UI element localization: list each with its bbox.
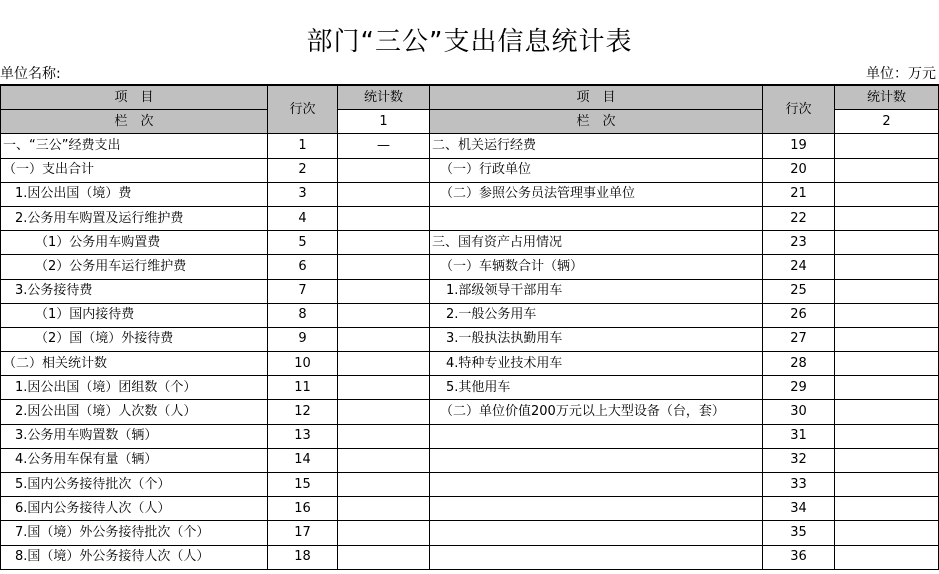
header-stat-no-right: 2 bbox=[835, 110, 939, 134]
right-row-number: 24 bbox=[763, 255, 835, 279]
left-row-number: 3 bbox=[268, 182, 338, 206]
right-item-label: 2.一般公务用车 bbox=[430, 303, 763, 327]
left-item-label: （2）公务用车运行维护费 bbox=[1, 255, 268, 279]
statistics-table bbox=[0, 84, 939, 570]
left-stat-cell[interactable]: — bbox=[338, 134, 430, 158]
left-item-label: （1）公务用车购置费 bbox=[1, 231, 268, 255]
left-item-label: （一）支出合计 bbox=[1, 158, 268, 182]
left-row-number: 2 bbox=[268, 158, 338, 182]
right-stat-cell[interactable] bbox=[835, 134, 939, 158]
right-row-number: 22 bbox=[763, 206, 835, 230]
right-item-label: （一）车辆数合计（辆） bbox=[430, 255, 763, 279]
left-item-label: 3.公务接待费 bbox=[1, 279, 268, 303]
left-row-number: 7 bbox=[268, 279, 338, 303]
left-row-number: 15 bbox=[268, 473, 338, 497]
left-row-number: 11 bbox=[268, 376, 338, 400]
left-stat-cell[interactable] bbox=[338, 279, 430, 303]
left-item-label: 1.因公出国（境）费 bbox=[1, 182, 268, 206]
table-row bbox=[1, 255, 939, 279]
table-row bbox=[1, 376, 939, 400]
left-row-number: 8 bbox=[268, 303, 338, 327]
right-row-number: 26 bbox=[763, 303, 835, 327]
right-stat-cell[interactable] bbox=[835, 255, 939, 279]
right-item-label: 1.部级领导干部用车 bbox=[430, 279, 763, 303]
right-stat-cell[interactable] bbox=[835, 473, 939, 497]
right-stat-cell[interactable] bbox=[835, 327, 939, 351]
table-row bbox=[1, 231, 939, 255]
left-row-number: 16 bbox=[268, 497, 338, 521]
right-item-label: 三、国有资产占用情况 bbox=[430, 231, 763, 255]
left-row-number: 4 bbox=[268, 206, 338, 230]
right-row-number: 23 bbox=[763, 231, 835, 255]
left-row-number: 10 bbox=[268, 352, 338, 376]
left-stat-cell[interactable] bbox=[338, 400, 430, 424]
unit-label: 单位：万元 bbox=[866, 66, 936, 82]
table-row bbox=[1, 279, 939, 303]
left-row-number: 14 bbox=[268, 448, 338, 472]
left-item-label: 2.因公出国（境）人次数（人） bbox=[1, 400, 268, 424]
left-stat-cell[interactable] bbox=[338, 352, 430, 376]
right-item-label bbox=[430, 545, 763, 569]
header-col-sub-left: 栏 次 bbox=[1, 110, 268, 134]
left-item-label: （1）国内接待费 bbox=[1, 303, 268, 327]
right-row-number: 27 bbox=[763, 327, 835, 351]
table-row bbox=[1, 206, 939, 230]
left-item-label: 6.国内公务接待人次（人） bbox=[1, 497, 268, 521]
left-row-number: 1 bbox=[268, 134, 338, 158]
right-stat-cell[interactable] bbox=[835, 303, 939, 327]
left-stat-cell[interactable] bbox=[338, 545, 430, 569]
left-stat-cell[interactable] bbox=[338, 473, 430, 497]
page-title: 部门“三公”支出信息统计表 bbox=[306, 27, 633, 57]
left-stat-cell[interactable] bbox=[338, 182, 430, 206]
right-row-number: 33 bbox=[763, 473, 835, 497]
table-row bbox=[1, 400, 939, 424]
right-stat-cell[interactable] bbox=[835, 206, 939, 230]
left-row-number: 13 bbox=[268, 424, 338, 448]
left-row-number: 18 bbox=[268, 545, 338, 569]
right-stat-cell[interactable] bbox=[835, 521, 939, 545]
header-row-1 bbox=[1, 85, 939, 110]
left-item-label: 2.公务用车购置及运行维护费 bbox=[1, 206, 268, 230]
right-item-label bbox=[430, 521, 763, 545]
table-row bbox=[1, 303, 939, 327]
left-stat-cell[interactable] bbox=[338, 424, 430, 448]
left-item-label: 8.国（境）外公务接待人次（人） bbox=[1, 545, 268, 569]
table-row bbox=[1, 158, 939, 182]
right-stat-cell[interactable] bbox=[835, 376, 939, 400]
table-row bbox=[1, 327, 939, 351]
right-stat-cell[interactable] bbox=[835, 231, 939, 255]
right-stat-cell[interactable] bbox=[835, 158, 939, 182]
table-row bbox=[1, 545, 939, 569]
right-row-number: 34 bbox=[763, 497, 835, 521]
header-item-left: 项 目 bbox=[1, 85, 268, 110]
right-item-label bbox=[430, 473, 763, 497]
left-stat-cell[interactable] bbox=[338, 376, 430, 400]
right-row-number: 19 bbox=[763, 134, 835, 158]
left-item-label: （二）相关统计数 bbox=[1, 352, 268, 376]
left-stat-cell[interactable] bbox=[338, 521, 430, 545]
right-item-label bbox=[430, 448, 763, 472]
right-item-label: （一）行政单位 bbox=[430, 158, 763, 182]
left-row-number: 9 bbox=[268, 327, 338, 351]
right-row-number: 21 bbox=[763, 182, 835, 206]
unit-name-label: 单位名称: bbox=[0, 66, 61, 82]
right-row-number: 30 bbox=[763, 400, 835, 424]
right-row-number: 28 bbox=[763, 352, 835, 376]
left-stat-cell[interactable] bbox=[338, 158, 430, 182]
left-row-number: 17 bbox=[268, 521, 338, 545]
right-stat-cell[interactable] bbox=[835, 352, 939, 376]
left-row-number: 6 bbox=[268, 255, 338, 279]
left-item-label: 5.国内公务接待批次（个） bbox=[1, 473, 268, 497]
right-item-label: 二、机关运行经费 bbox=[430, 134, 763, 158]
right-stat-cell[interactable] bbox=[835, 448, 939, 472]
table-row bbox=[1, 352, 939, 376]
right-item-label: （二）参照公务员法管理事业单位 bbox=[430, 182, 763, 206]
right-stat-cell[interactable] bbox=[835, 182, 939, 206]
left-row-number: 5 bbox=[268, 231, 338, 255]
right-item-label bbox=[430, 206, 763, 230]
right-stat-cell[interactable] bbox=[835, 279, 939, 303]
table-row bbox=[1, 448, 939, 472]
table-row bbox=[1, 497, 939, 521]
right-row-number: 36 bbox=[763, 545, 835, 569]
left-stat-cell[interactable] bbox=[338, 327, 430, 351]
right-item-label bbox=[430, 424, 763, 448]
right-row-number: 31 bbox=[763, 424, 835, 448]
right-row-number: 35 bbox=[763, 521, 835, 545]
right-row-number: 20 bbox=[763, 158, 835, 182]
right-item-label: 5.其他用车 bbox=[430, 376, 763, 400]
right-row-number: 29 bbox=[763, 376, 835, 400]
right-item-label: 4.特种专业技术用车 bbox=[430, 352, 763, 376]
right-row-number: 32 bbox=[763, 448, 835, 472]
header-item-right: 项 目 bbox=[430, 85, 763, 110]
left-stat-cell[interactable] bbox=[338, 497, 430, 521]
table-row bbox=[1, 182, 939, 206]
header-stat-right: 统计数 bbox=[835, 85, 939, 110]
left-item-label: 7.国（境）外公务接待批次（个） bbox=[1, 521, 268, 545]
left-stat-cell[interactable] bbox=[338, 255, 430, 279]
table-row bbox=[1, 424, 939, 448]
header-row-no-left: 行次 bbox=[268, 85, 338, 134]
left-stat-cell[interactable] bbox=[338, 231, 430, 255]
right-stat-cell[interactable] bbox=[835, 400, 939, 424]
header-stat-no-left: 1 bbox=[338, 110, 430, 134]
header-stat-left: 统计数 bbox=[338, 85, 430, 110]
header-row-no-right: 行次 bbox=[763, 85, 835, 134]
right-row-number: 25 bbox=[763, 279, 835, 303]
left-stat-cell[interactable] bbox=[338, 206, 430, 230]
left-stat-cell[interactable] bbox=[338, 448, 430, 472]
right-stat-cell[interactable] bbox=[835, 497, 939, 521]
left-item-label: 1.因公出国（境）团组数（个） bbox=[1, 376, 268, 400]
left-item-label: 3.公务用车购置数（辆） bbox=[1, 424, 268, 448]
left-stat-cell[interactable] bbox=[338, 303, 430, 327]
right-item-label: （二）单位价值200万元以上大型设备（台，套） bbox=[430, 400, 763, 424]
table-row bbox=[1, 521, 939, 545]
header-col-sub-right: 栏 次 bbox=[430, 110, 763, 134]
table-row bbox=[1, 134, 939, 158]
left-row-number: 12 bbox=[268, 400, 338, 424]
left-item-label: 4.公务用车保有量（辆） bbox=[1, 448, 268, 472]
right-stat-cell[interactable] bbox=[835, 424, 939, 448]
right-item-label: 3.一般执法执勤用车 bbox=[430, 327, 763, 351]
left-item-label: （2）国（境）外接待费 bbox=[1, 327, 268, 351]
right-stat-cell[interactable] bbox=[835, 545, 939, 569]
table-row bbox=[1, 473, 939, 497]
left-item-label: 一、“三公”经费支出 bbox=[1, 134, 268, 158]
right-item-label bbox=[430, 497, 763, 521]
